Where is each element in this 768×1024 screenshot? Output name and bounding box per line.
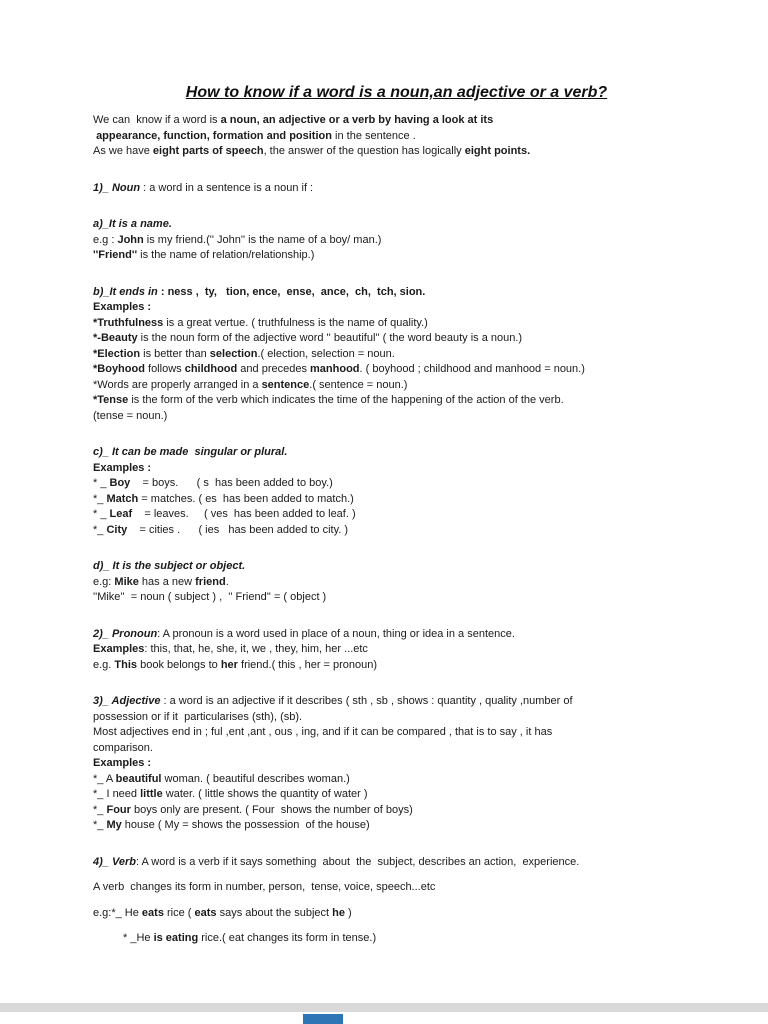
text-segment: Match [106, 492, 139, 505]
paragraph-gap [93, 870, 700, 880]
text-segment: eats [194, 906, 217, 919]
document-line [93, 445, 700, 461]
text-segment: * _ [93, 477, 110, 489]
text-segment: Boy [109, 477, 131, 489]
text-segment: boys only are present. ( Four shows the number of boys) [130, 803, 413, 816]
text-segment: is the name of relation/relationship.) [137, 249, 315, 261]
page-title: How to know if a word is a noun,an adjective or a verb? [185, 84, 608, 101]
document-line [93, 476, 700, 492]
text-segment: , the answer of the question has logically [263, 145, 465, 157]
text-segment: manhood [310, 363, 360, 375]
document-line [93, 300, 700, 316]
text-segment: .( election, selection = noun. [257, 347, 395, 360]
text-segment: childhood [184, 363, 238, 375]
text-segment: Examples : [93, 301, 152, 313]
text-segment: ness , ty, tion, ence, ense, ance, ch, tch, sion. [167, 285, 426, 298]
paragraph-gap [93, 896, 700, 906]
document-line [93, 378, 700, 394]
document-line [93, 492, 700, 508]
document-line [93, 409, 700, 425]
paragraph-gap [93, 673, 700, 694]
document-line [93, 590, 700, 606]
document-line [93, 129, 700, 145]
document-line [93, 694, 700, 710]
text-segment: b)_It ends in [93, 285, 158, 298]
text-segment: house ( My = shows the possession of the house) [121, 819, 370, 831]
document-line [93, 818, 700, 834]
document-line [93, 575, 700, 591]
text-segment: = matches. ( es has been added to match.) [138, 492, 354, 505]
document-line [93, 362, 700, 378]
text-segment: John [117, 233, 144, 246]
text-segment: has a new [138, 575, 196, 588]
document-line [93, 285, 700, 301]
text-segment: * _ [93, 508, 110, 520]
paragraph-gap [93, 160, 700, 181]
text-segment: 3)_ Adjective [93, 695, 161, 707]
text-segment: *_ A [93, 772, 116, 785]
text-segment: book belongs to [137, 658, 221, 671]
text-segment: Mike [114, 575, 139, 588]
text-segment: A verb changes its form in number, person, tense, voice, speech...etc [93, 881, 436, 893]
document-line [93, 787, 700, 803]
text-segment: comparison. [93, 741, 153, 754]
document-line [93, 316, 700, 332]
text-segment: and precedes [237, 363, 311, 375]
paragraph-gap [93, 538, 700, 559]
text-segment: is a great vertue. ( truthfulness is the name of quality.) [163, 316, 428, 329]
document-line [93, 461, 700, 477]
text-segment: This [114, 658, 138, 671]
document-line [93, 741, 700, 757]
document-line [93, 710, 700, 726]
text-segment: = cities . ( ies has been added to city. ) [127, 523, 349, 536]
text-segment: *Tense [93, 394, 129, 406]
document-line [93, 658, 700, 674]
text-segment: Examples : [93, 461, 152, 474]
document-line [93, 347, 700, 363]
document-line [93, 248, 700, 264]
text-segment: As we have [93, 145, 153, 157]
text-segment: = leaves. ( ves has been added to leaf. ) [132, 508, 356, 520]
text-segment: is my friend.('' John'' is the name of a boy/ man.) [143, 233, 382, 246]
text-segment: Leaf [109, 508, 133, 520]
text-segment: eats [141, 906, 164, 919]
text-segment: is the noun form of the adjective word '' beautiful'' ( the word beauty is a noun.) [137, 332, 523, 344]
document-line [93, 880, 700, 896]
document-line [93, 627, 700, 643]
text-segment: appearance, function, formation and position [93, 129, 332, 142]
next-page-preview [0, 1012, 768, 1024]
text-segment: *Words are properly arranged in a [93, 378, 262, 391]
text-segment: *_ [93, 803, 107, 816]
text-segment: water. ( little shows the quantity of water ) [162, 788, 368, 800]
document-line [93, 931, 700, 947]
text-segment: rice.( eat changes its form in tense.) [198, 932, 377, 944]
text-segment: *Boyhood [93, 363, 145, 375]
text-segment: eight parts of speech [152, 145, 264, 157]
text-segment: : this, that, he, she, it, we , they, him, her ...etc [144, 643, 368, 655]
text-segment: rice ( [163, 906, 195, 919]
text-segment: : a word in a sentence is a noun if : [140, 181, 314, 194]
text-segment: . ( boyhood ; childhood and manhood = noun.) [359, 363, 585, 375]
text-segment: says about the subject [216, 906, 333, 919]
text-segment: sentence [261, 378, 310, 391]
text-segment: Four [106, 803, 131, 816]
text-segment: (tense = noun.) [93, 409, 168, 422]
text-segment: *_ [93, 819, 107, 831]
page-gap [0, 1003, 768, 1012]
text-segment: ''Friend'' [93, 249, 138, 261]
document-line [93, 642, 700, 658]
text-segment: a)_It is a name. [93, 218, 172, 230]
text-segment: *-Beauty [93, 332, 138, 344]
document-line [93, 217, 700, 233]
text-segment: little [140, 788, 163, 800]
document-line [93, 181, 700, 197]
text-segment: : [157, 285, 168, 298]
text-segment: 2)_ Pronoun [93, 627, 158, 640]
document-line [93, 756, 700, 772]
text-segment: possession or if it particularises (sth), (sb). [93, 710, 303, 723]
text-segment: selection [209, 347, 258, 360]
document-line [93, 331, 700, 347]
document-line [93, 507, 700, 523]
document-body [93, 113, 700, 947]
paragraph-gap [93, 834, 700, 855]
text-segment: d)_ It is the subject or object. [93, 560, 246, 572]
text-segment: : A pronoun is a word used in place of a noun, thing or idea in a sentence. [157, 627, 515, 640]
paragraph-gap [93, 921, 700, 931]
text-segment: *Truthfulness [93, 316, 164, 329]
text-segment: e.g: [93, 575, 115, 588]
document-line [93, 233, 700, 249]
document-line [93, 113, 700, 129]
text-segment: eight points. [464, 145, 531, 157]
text-segment: Examples [93, 643, 145, 655]
paragraph-gap [93, 196, 700, 217]
text-segment: in the sentence . [331, 129, 416, 142]
text-segment: City [106, 523, 128, 536]
document-line [93, 725, 700, 741]
text-segment: a noun, an adjective or a verb by having a look at its [220, 114, 494, 126]
text-segment: is better than [140, 347, 210, 360]
text-segment: .( sentence = noun.) [309, 378, 408, 391]
text-segment: ) [344, 906, 352, 919]
text-segment: c)_ It can be made singular or plural. [93, 446, 288, 458]
document-line [93, 144, 700, 160]
document-line [93, 393, 700, 409]
text-segment: ''Mike'' = noun ( subject ) , '' Friend'' = ( object ) [93, 591, 327, 603]
document-line [93, 559, 700, 575]
document-line [93, 772, 700, 788]
text-segment: 1)_ Noun [93, 181, 141, 194]
text-segment: beautiful [115, 772, 162, 785]
text-segment: . [225, 575, 229, 588]
text-segment: e.g. [93, 658, 115, 671]
document-line [93, 523, 700, 539]
text-segment: he [332, 906, 345, 919]
text-segment: her [220, 658, 238, 671]
text-segment: friend.( this , her = pronoun) [237, 658, 378, 671]
text-segment: follows [144, 363, 185, 375]
document-line [93, 855, 700, 871]
text-segment: Most adjectives end in ; ful ,ent ,ant , ous , ing, and if it can be compared , that is to say , it has [93, 726, 553, 738]
text-segment: = boys. ( s has been added to boy.) [130, 477, 333, 489]
text-segment: *Election [93, 347, 141, 360]
paragraph-gap [93, 264, 700, 285]
text-segment: *_ [93, 492, 107, 505]
text-segment: 4)_ Verb [93, 855, 137, 868]
text-segment: : a word is an adjective if it describes ( sth , sb , shows : quantity , quality ,number of [160, 695, 573, 707]
text-segment: e.g:*_ He [93, 906, 142, 919]
text-segment: friend [195, 575, 226, 588]
text-segment: e.g : [93, 233, 118, 246]
text-segment: *_ [93, 523, 107, 536]
next-page-blue-mark [303, 1014, 343, 1024]
text-segment: : A word is a verb if it says something about the subject, describes an action, experience. [136, 855, 580, 868]
text-segment: Examples : [93, 757, 152, 769]
text-segment: We can know if a word is [93, 114, 221, 126]
text-segment: is the form of the verb which indicates the time of the happening of the action of the verb. [128, 394, 564, 406]
paragraph-gap [93, 606, 700, 627]
paragraph-gap [93, 424, 700, 445]
text-segment: My [106, 819, 122, 831]
text-segment: is eating [153, 932, 199, 944]
text-segment: woman. ( beautiful describes woman.) [161, 772, 350, 785]
document-line [93, 803, 700, 819]
text-segment: *_ I need [93, 788, 141, 800]
text-segment: * _He [123, 932, 154, 944]
document-line [93, 906, 700, 922]
